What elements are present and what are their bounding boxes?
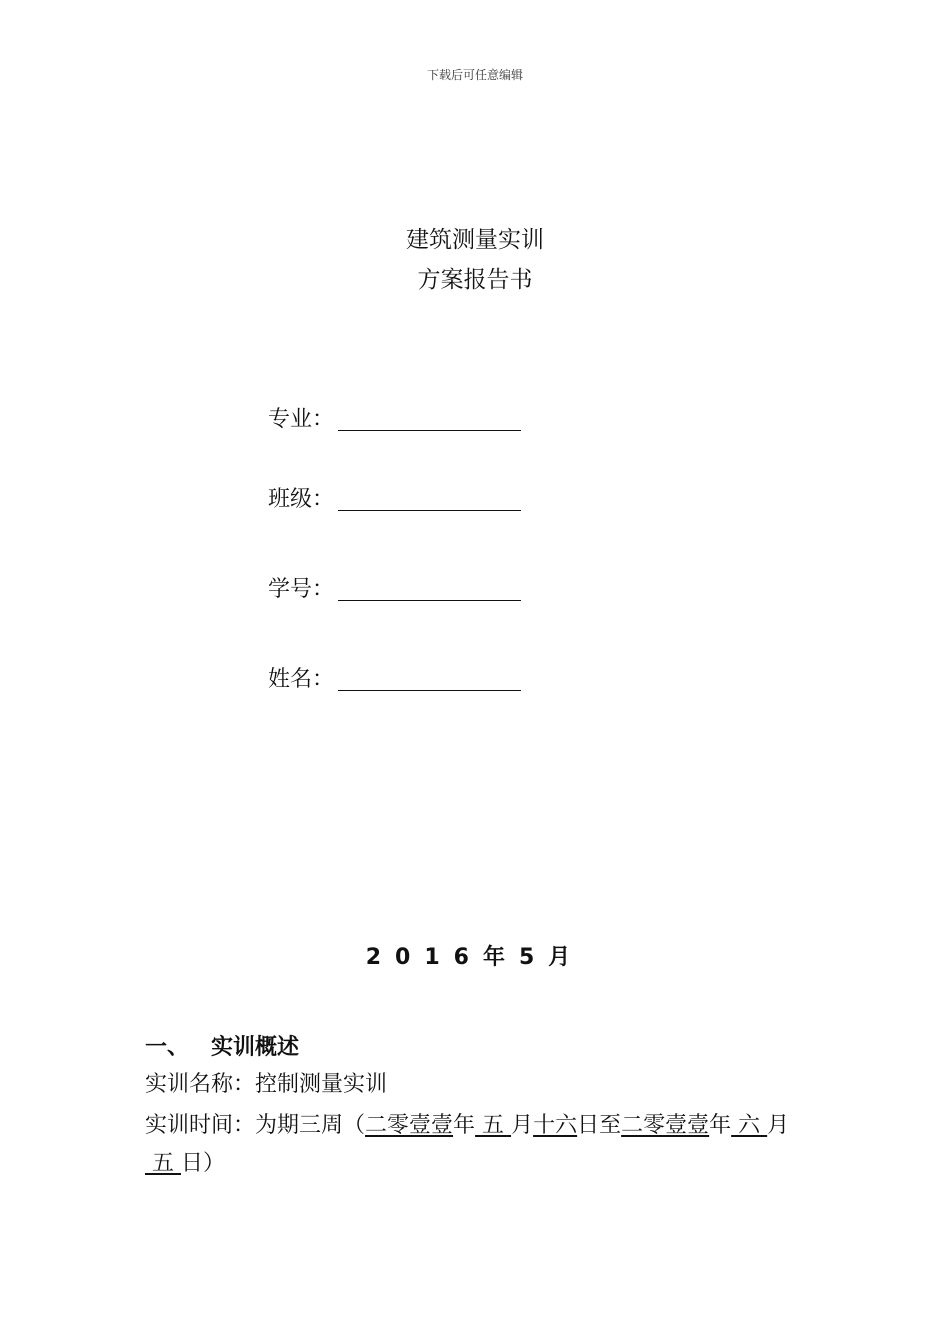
field-student-id-blank [338, 582, 521, 601]
training-time-prefix: 为期三周（ [255, 1113, 366, 1138]
field-name [268, 662, 521, 693]
title-line-1: 建筑测量实训 [406, 227, 544, 253]
document-title [0, 220, 950, 300]
start-year: 二零壹壹 [365, 1113, 454, 1138]
training-name-label: 实训名称： [145, 1072, 256, 1097]
end-day: 五 [145, 1151, 181, 1176]
start-day: 十六 [533, 1113, 578, 1138]
section-1-number: 一、 [145, 1035, 190, 1060]
start-month: 五 [475, 1113, 512, 1138]
end-year: 二零壹壹 [621, 1113, 710, 1138]
start-month-unit: 月 [511, 1113, 534, 1138]
training-time-label: 实训时间： [145, 1113, 256, 1138]
end-day-unit: 日） [181, 1151, 226, 1176]
end-month: 六 [731, 1113, 768, 1138]
header-note: 下载后可任意编辑 [426, 68, 523, 82]
field-name-label: 姓名： [268, 667, 335, 692]
end-year-unit: 年 [709, 1113, 732, 1138]
training-time-paragraph [145, 1107, 810, 1183]
field-major-blank [338, 412, 521, 431]
section-1-heading [145, 1030, 299, 1061]
field-major [268, 402, 521, 433]
start-day-to: 日至 [577, 1113, 622, 1138]
field-student-id [268, 572, 521, 603]
start-year-unit: 年 [453, 1113, 476, 1138]
field-major-label: 专业： [268, 407, 335, 432]
report-date: 2016年5月 [365, 945, 585, 970]
field-class [268, 482, 521, 513]
title-line-2: 方案报告书 [417, 267, 533, 293]
section-1-title: 实训概述 [211, 1035, 300, 1060]
field-name-blank [338, 672, 521, 691]
end-month-unit: 月 [767, 1113, 790, 1138]
field-class-label: 班级： [268, 487, 335, 512]
field-student-id-label: 学号： [268, 577, 335, 602]
field-class-blank [338, 492, 521, 511]
training-name-value: 控制测量实训 [255, 1072, 388, 1097]
training-name-line [145, 1066, 810, 1104]
